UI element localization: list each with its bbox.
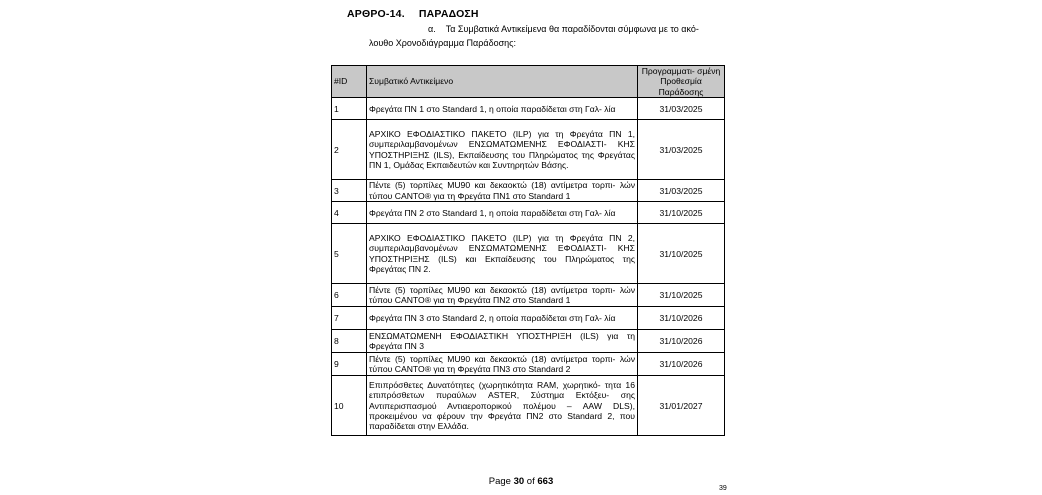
row-id: 9 [332, 353, 367, 376]
row-date: 31/10/2026 [638, 353, 725, 376]
row-item: ΕΝΣΩΜΑΤΩΜΕΝΗ ΕΦΟΔΙΑΣΤΙΚΗ ΥΠΟΣΤΗΡΙΞΗ (ILS) για τη Φρεγάτα ΠΝ 3 [367, 330, 638, 353]
row-date: 31/10/2025 [638, 224, 725, 284]
row-id: 4 [332, 202, 367, 224]
of-word: of [526, 476, 535, 487]
page-total: 663 [537, 476, 554, 487]
row-date: 31/10/2025 [638, 284, 725, 307]
table-row [332, 376, 725, 436]
page-footer [0, 476, 1042, 487]
page-number: 30 [513, 476, 525, 487]
header-date: Προγραμματι- σμένη Προθεσμία Παράδοσης [638, 66, 725, 98]
corner-page-number: 39 [719, 485, 727, 492]
row-item: Φρεγάτα ΠΝ 3 στο Standard 2, η οποία παραδίδεται στη Γαλ- λία [367, 307, 638, 330]
row-item: ΑΡΧΙΚΟ ΕΦΟΔΙΑΣΤΙΚΟ ΠΑΚΕΤΟ (ILP) για τη Φρεγάτα ΠΝ 1, συμπεριλαμβανομένων ΕΝΣΩΜΑΤΩΜΕΝΗΣ ΕΦΟΔΙΑΣΤΙ- ΚΗΣ ΥΠΟΣΤΗΡΙΞΗΣ (ILS), Εκπαίδευσης του Πληρώματος της Φρεγάτας ΠΝ 1, Ομάδας Εκπαιδευτών και Συντηρητών Βάσης. [367, 120, 638, 180]
table-row [332, 307, 725, 330]
table-row [332, 353, 725, 376]
row-id: 2 [332, 120, 367, 180]
row-item: Φρεγάτα ΠΝ 1 στο Standard 1, η οποία παραδίδεται στη Γαλ- λία [367, 98, 638, 120]
row-id: 6 [332, 284, 367, 307]
row-date: 31/10/2026 [638, 307, 725, 330]
delivery-schedule-table [331, 65, 725, 436]
table-row [332, 98, 725, 120]
table-row [332, 224, 725, 284]
header-id: #ID [332, 66, 367, 98]
table-row [332, 120, 725, 180]
article-heading [347, 8, 479, 20]
row-item: Πέντε (5) τορπίλες MU90 και δεκαοκτώ (18) αντίμετρα τορπι- λών τύπου CANTO® για τη Φρεγάτα ΠΝ1 στο Standard 1 [367, 180, 638, 202]
row-item: ΑΡΧΙΚΟ ΕΦΟΔΙΑΣΤΙΚΟ ΠΑΚΕΤΟ (ILP) για τη Φρεγάτα ΠΝ 2, συμπεριλαμβανομένων ΕΝΣΩΜΑΤΩΜΕΝΗΣ ΕΦΟΔΙΑΣΤΙ- ΚΗΣ ΥΠΟΣΤΗΡΙΞΗΣ (ILS) και Εκπαίδευσης του Πληρώματος της Φρεγάτας ΠΝ 2. [367, 224, 638, 284]
row-date: 31/03/2025 [638, 120, 725, 180]
intro-text-2: λουθο Χρονοδιάγραμμα Παράδοσης: [369, 38, 516, 48]
header-item: Συμβατικό Αντικείμενο [367, 66, 638, 98]
row-id: 10 [332, 376, 367, 436]
page-word: Page [488, 476, 511, 487]
intro-text-1: Τα Συμβατικά Αντικείμενα θα παραδίδονται σύμφωνα με το ακό- [445, 24, 699, 34]
row-item: Φρεγάτα ΠΝ 2 στο Standard 1, η οποία παραδίδεται στη Γαλ- λία [367, 202, 638, 224]
intro-paragraph-line-1 [428, 24, 699, 34]
article-number: ΑΡΘΡΟ-14. [347, 8, 405, 20]
table-header-row [332, 66, 725, 98]
row-date: 31/10/2026 [638, 330, 725, 353]
row-id: 3 [332, 180, 367, 202]
table-row [332, 202, 725, 224]
row-item: Πέντε (5) τορπίλες MU90 και δεκαοκτώ (18) αντίμετρα τορπι- λών τύπου CANTO® για τη Φρεγάτα ΠΝ3 στο Standard 2 [367, 353, 638, 376]
article-title: ΠΑΡΑΔΟΣΗ [418, 8, 479, 20]
row-item: Πέντε (5) τορπίλες MU90 και δεκαοκτώ (18) αντίμετρα τορπι- λών τύπου CANTO® για τη Φρεγάτα ΠΝ2 στο Standard 1 [367, 284, 638, 307]
row-date: 31/10/2025 [638, 202, 725, 224]
row-id: 5 [332, 224, 367, 284]
row-id: 8 [332, 330, 367, 353]
table-row [332, 180, 725, 202]
row-date: 31/01/2027 [638, 376, 725, 436]
intro-paragraph-line-2 [369, 38, 516, 48]
row-date: 31/03/2025 [638, 98, 725, 120]
row-id: 7 [332, 307, 367, 330]
row-id: 1 [332, 98, 367, 120]
intro-marker: α. [428, 24, 436, 34]
table-row [332, 284, 725, 307]
table-row [332, 330, 725, 353]
row-date: 31/03/2025 [638, 180, 725, 202]
row-item: Επιπρόσθετες Δυνατότητες (χωρητικότητα RAM, χωρητικό- τητα 16 επιπρόσθετων πυραύλων ASTER, Σύστημα Εκτόξευ- σης Αντιπερισπασμού Αντιαεροπορικού πολέμου – AAW DLS), προκειμένου να φέρουν την Φρεγάτα ΠΝ2 στο Standard 2, που παραδίδεται στην Ελλάδα. [367, 376, 638, 436]
